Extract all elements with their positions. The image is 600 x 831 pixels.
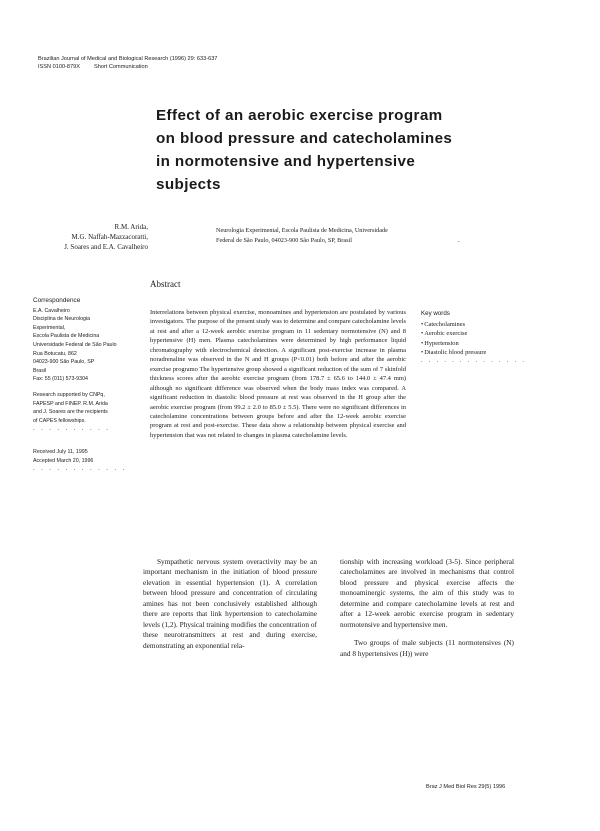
funding-line: of CAPES fellowships. xyxy=(33,417,86,424)
author-line: J. Soares and E.A. Cavalheiro xyxy=(64,243,148,251)
body-column-left xyxy=(143,557,317,651)
keywords-box xyxy=(421,309,551,366)
fax-line: Fax: 55 (011) 573-9304 xyxy=(33,376,88,383)
submission-dates xyxy=(33,448,145,474)
address-line: E.A. Cavalheiro xyxy=(33,307,70,314)
footer-citation: Braz J Med Biol Res 29(5) 1996 xyxy=(426,784,506,790)
address-line: Universidade Federal de São Paulo xyxy=(33,341,117,348)
keywords-title: Key words xyxy=(421,310,450,317)
author-list xyxy=(30,222,148,252)
title-line: in normotensive and hypertensive xyxy=(156,153,416,170)
body-column-right xyxy=(340,557,514,659)
dotted-separator: . . . . . . . . . . xyxy=(33,426,111,433)
affiliation-line: Federal de São Paulo, 04023-900 São Paulo, SP, Brasil xyxy=(216,237,352,244)
issn-line xyxy=(38,63,298,71)
address-line: Brasil xyxy=(33,367,47,374)
accepted-date: Accepted March 20, 1996 xyxy=(33,457,94,464)
body-paragraph: Two groups of male subjects (11 normotensives (N) and 8 hypertensives (H)) were xyxy=(340,638,514,658)
dotted-separator: . . . . . . . . . . . . . . xyxy=(421,358,527,365)
funding-note xyxy=(33,391,145,434)
abstract-text: Interrelations between physical exercise, monoamines and hypertension are postulated by various investigators. The purpose of the present study was to determine and compare catecholamine levels at rest and after a 12-week aerobic exercise program in 11 sedentary normotensive (N) and 8 hypertensive (H) men. Plasma catecholamines were determined by high performance liquid chromatography with electrochemical detection. A significant post-exercise increase in plasma noradrenaline was observed in the N and H groups (P<0.01) both before and after the aerobic exercise programo The hypertensive group showed a significant reduction of the sum of 7 skinfold thickness scores after the aerobic exercise program (from 178.7 ± 65.6 to 144.0 ± 47.4 mm) although no significant difference was observed when the body mass index was compared. A significant reduction in diastolic blood pressure at rest was observed in the H group after the aerobic exercise program (from 99.2 ± 2.0 to 85.0 ± 5.5). There were no significant differences in catecholamine concentrations between groups before and after the 12-week aerobic exercise program at rest and post-exercise. These data show a relationship between physical exercise and hypertension that was not related to changes in plasma catecholamine levels. xyxy=(150,309,406,439)
article-title xyxy=(156,104,556,196)
body-paragraph: tionship with increasing workload (3-5). Since peripheral catecholamines are involved in mechanisms that control blood pressure and physical exercise affects the monoaminergic systems, the aim of this study was to determine and compare catecholamine levels at rest and after a 12-week aerobic exercise program in sedentary normotensive and hypertensive men. xyxy=(340,557,514,629)
dotted-separator: . . . . . . . . . . . . xyxy=(33,466,127,473)
author-line: R.M. Arida, xyxy=(114,223,148,231)
correspondence-label: Correspondence xyxy=(33,297,81,304)
title-line: Effect of an aerobic exercise program xyxy=(156,107,443,124)
address-line: 04023-900 São Paulo, SP xyxy=(33,359,95,366)
abstract-heading: Abstract xyxy=(150,279,181,289)
article-section: Short Communication xyxy=(93,64,148,70)
funding-line: FAPESP and FINEP. R.M. Arida xyxy=(33,400,108,407)
issn: ISSN 0100-879X xyxy=(38,64,80,70)
decorative-dot: . xyxy=(458,236,460,244)
journal-header xyxy=(38,55,298,71)
body-paragraph: Sympathetic nervous system overactivity may be an important mechanism in the initiation of blood pressure elevation in essential hypertension (1). A correlation between blood pressure and concentration of circulating amines has not been conclusively established although there are reports that link hypertension to catecholamine levels (1,2). Physical training modifies the concentration of these neurotransmitters at rest and during exercise, demonstrating an exponential rela- xyxy=(143,557,317,650)
keyword-item: • Aerobic exercise xyxy=(421,329,551,338)
address-line: Disciplina de Neurologia xyxy=(33,316,91,323)
author-line: M.G. Naffah-Mazzacoratti, xyxy=(71,233,148,241)
affiliation-line: Neurologia Experimental, Escola Paulista de Medicina, Universidade xyxy=(216,227,388,234)
keyword-item: • Diastolic blood pressure xyxy=(421,348,551,357)
affiliation xyxy=(216,226,486,246)
funding-line: Research supported by CNPq, xyxy=(33,391,105,398)
keyword-item: • Catecholamines xyxy=(421,320,551,329)
address-line: Rua Botucatu, 862 xyxy=(33,350,77,357)
received-date: Received July 11, 1995 xyxy=(33,448,88,455)
title-line: on blood pressure and catecholamines xyxy=(156,130,453,147)
journal-citation-line: Brazilian Journal of Medical and Biological Research (1996) 29: 633-637 xyxy=(38,56,218,62)
correspondence-address xyxy=(33,307,145,384)
title-line: subjects xyxy=(156,176,221,193)
address-line: Escola Paulista de Medicina xyxy=(33,333,100,340)
address-line: Experimental, xyxy=(33,324,66,331)
keyword-list xyxy=(421,320,551,357)
keyword-item: • Hypertension xyxy=(421,339,551,348)
funding-line: and J. Soares are the recipients xyxy=(33,409,108,416)
correspondence-sidebar xyxy=(33,297,145,474)
